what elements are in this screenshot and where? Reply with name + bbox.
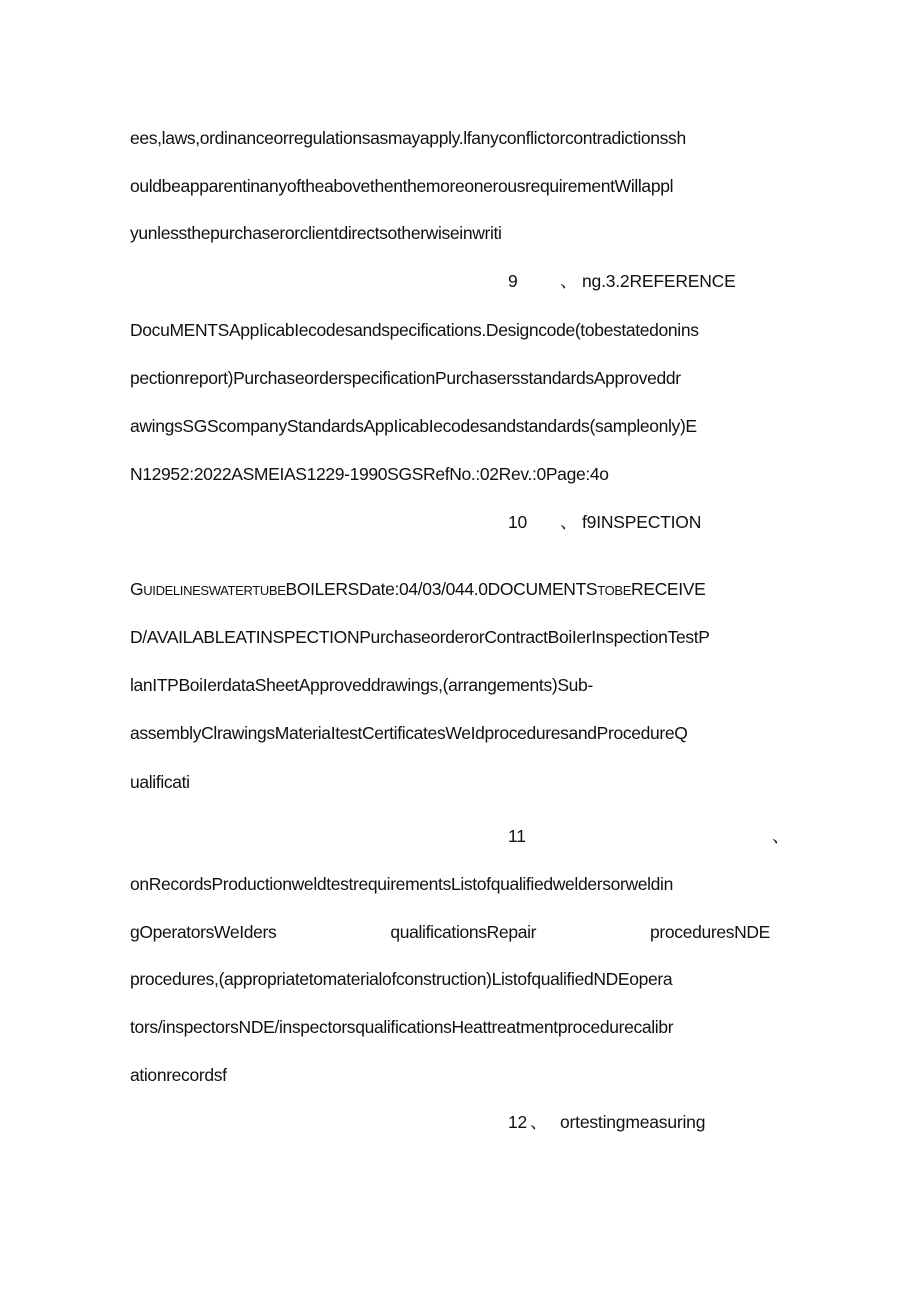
enumeration-mark: 、 (530, 1112, 548, 1132)
paragraph-2-line-2: pectionreport)PurchaseorderspecificationPurchasersstandardsApproveddr (130, 368, 681, 388)
text-word: gOperatorsWeIders (130, 922, 277, 942)
section-number: 10 (508, 512, 528, 532)
text-run: Date:04/03/044.0DOCUMENTS (358, 579, 598, 599)
text-run: RECEIVE (631, 579, 706, 599)
section-heading-text: ng.3.2REFERENCE (582, 271, 736, 291)
section-number: 12 (508, 1112, 528, 1132)
text-run: OILERS (296, 579, 359, 599)
paragraph-4-line-4: tors/inspectorsNDE/inspectorsqualificationsHeattreatmentprocedurecalibr (130, 1017, 674, 1037)
enumeration-mark: 、 (560, 512, 578, 532)
paragraph-4-line-5: ationrecordsf (130, 1065, 227, 1085)
text-word: qualificationsRepair (390, 922, 537, 942)
text-run: G (130, 579, 144, 599)
enumeration-mark: 、 (772, 826, 790, 846)
text-word: proceduresNDE (650, 922, 770, 942)
paragraph-3-line-4: assemblyClrawingsMateriaItestCertificatesWeIdproceduresandProcedureQ (130, 723, 688, 743)
paragraph-2-line-3: awingsSGScompanyStandardsAppIicabIecodesandstandards(sampleonly)E (130, 416, 697, 436)
paragraph-1-line-1: ees,laws,ordinanceorregulationsasmayapply.lfanyconflictorcontradictionssh (130, 128, 686, 148)
paragraph-4-line-3: procedures,(appropriatetomaterialofconstruction)ListofqualifiedNDEopera (130, 969, 673, 989)
paragraph-3-line-3: lanITPBoiIerdataSheetApproveddrawings,(arrangements)Sub- (130, 675, 593, 695)
paragraph-1-line-3: yunlessthepurchaserorclientdirectsotherwiseinwriti (130, 223, 502, 243)
paragraph-3-line-1 (130, 578, 792, 602)
paragraph-3-line-5: ualificati (130, 772, 190, 792)
paragraph-3-line-2: D/AVAILABLEATINSPECTIONPurchaseorderorContractBoiIerInspectionTestP (130, 627, 710, 647)
enumeration-mark: 、 (560, 271, 578, 291)
paragraph-2-line-4: N12952:2022ASMEIAS1229-1990SGSRefNo.:02Rev.:0Page:4o (130, 464, 609, 484)
text-run-small-caps: UIDELINESWATERTUBE (143, 583, 286, 598)
paragraph-4-line-2 (130, 921, 770, 943)
section-number: 11 (508, 826, 526, 846)
text-run: B (285, 579, 297, 599)
section-number: 9 (508, 271, 518, 291)
paragraph-4-line-1: onRecordsProductionweldtestrequirementsListofqualifiedweldersorweldin (130, 874, 673, 894)
section-heading-text: f9INSPECTION (582, 512, 702, 532)
paragraph-2-line-1: DocuMENTSAppIicabIecodesandspecifications.Designcode(tobestatedonins (130, 320, 699, 340)
section-heading-text: ortestingmeasuring (560, 1112, 706, 1132)
text-run-small-caps: TOBE (597, 583, 632, 598)
paragraph-1-line-2: ouldbeapparentinanyoftheabovethenthemoreonerousrequirementWillappl (130, 176, 674, 196)
